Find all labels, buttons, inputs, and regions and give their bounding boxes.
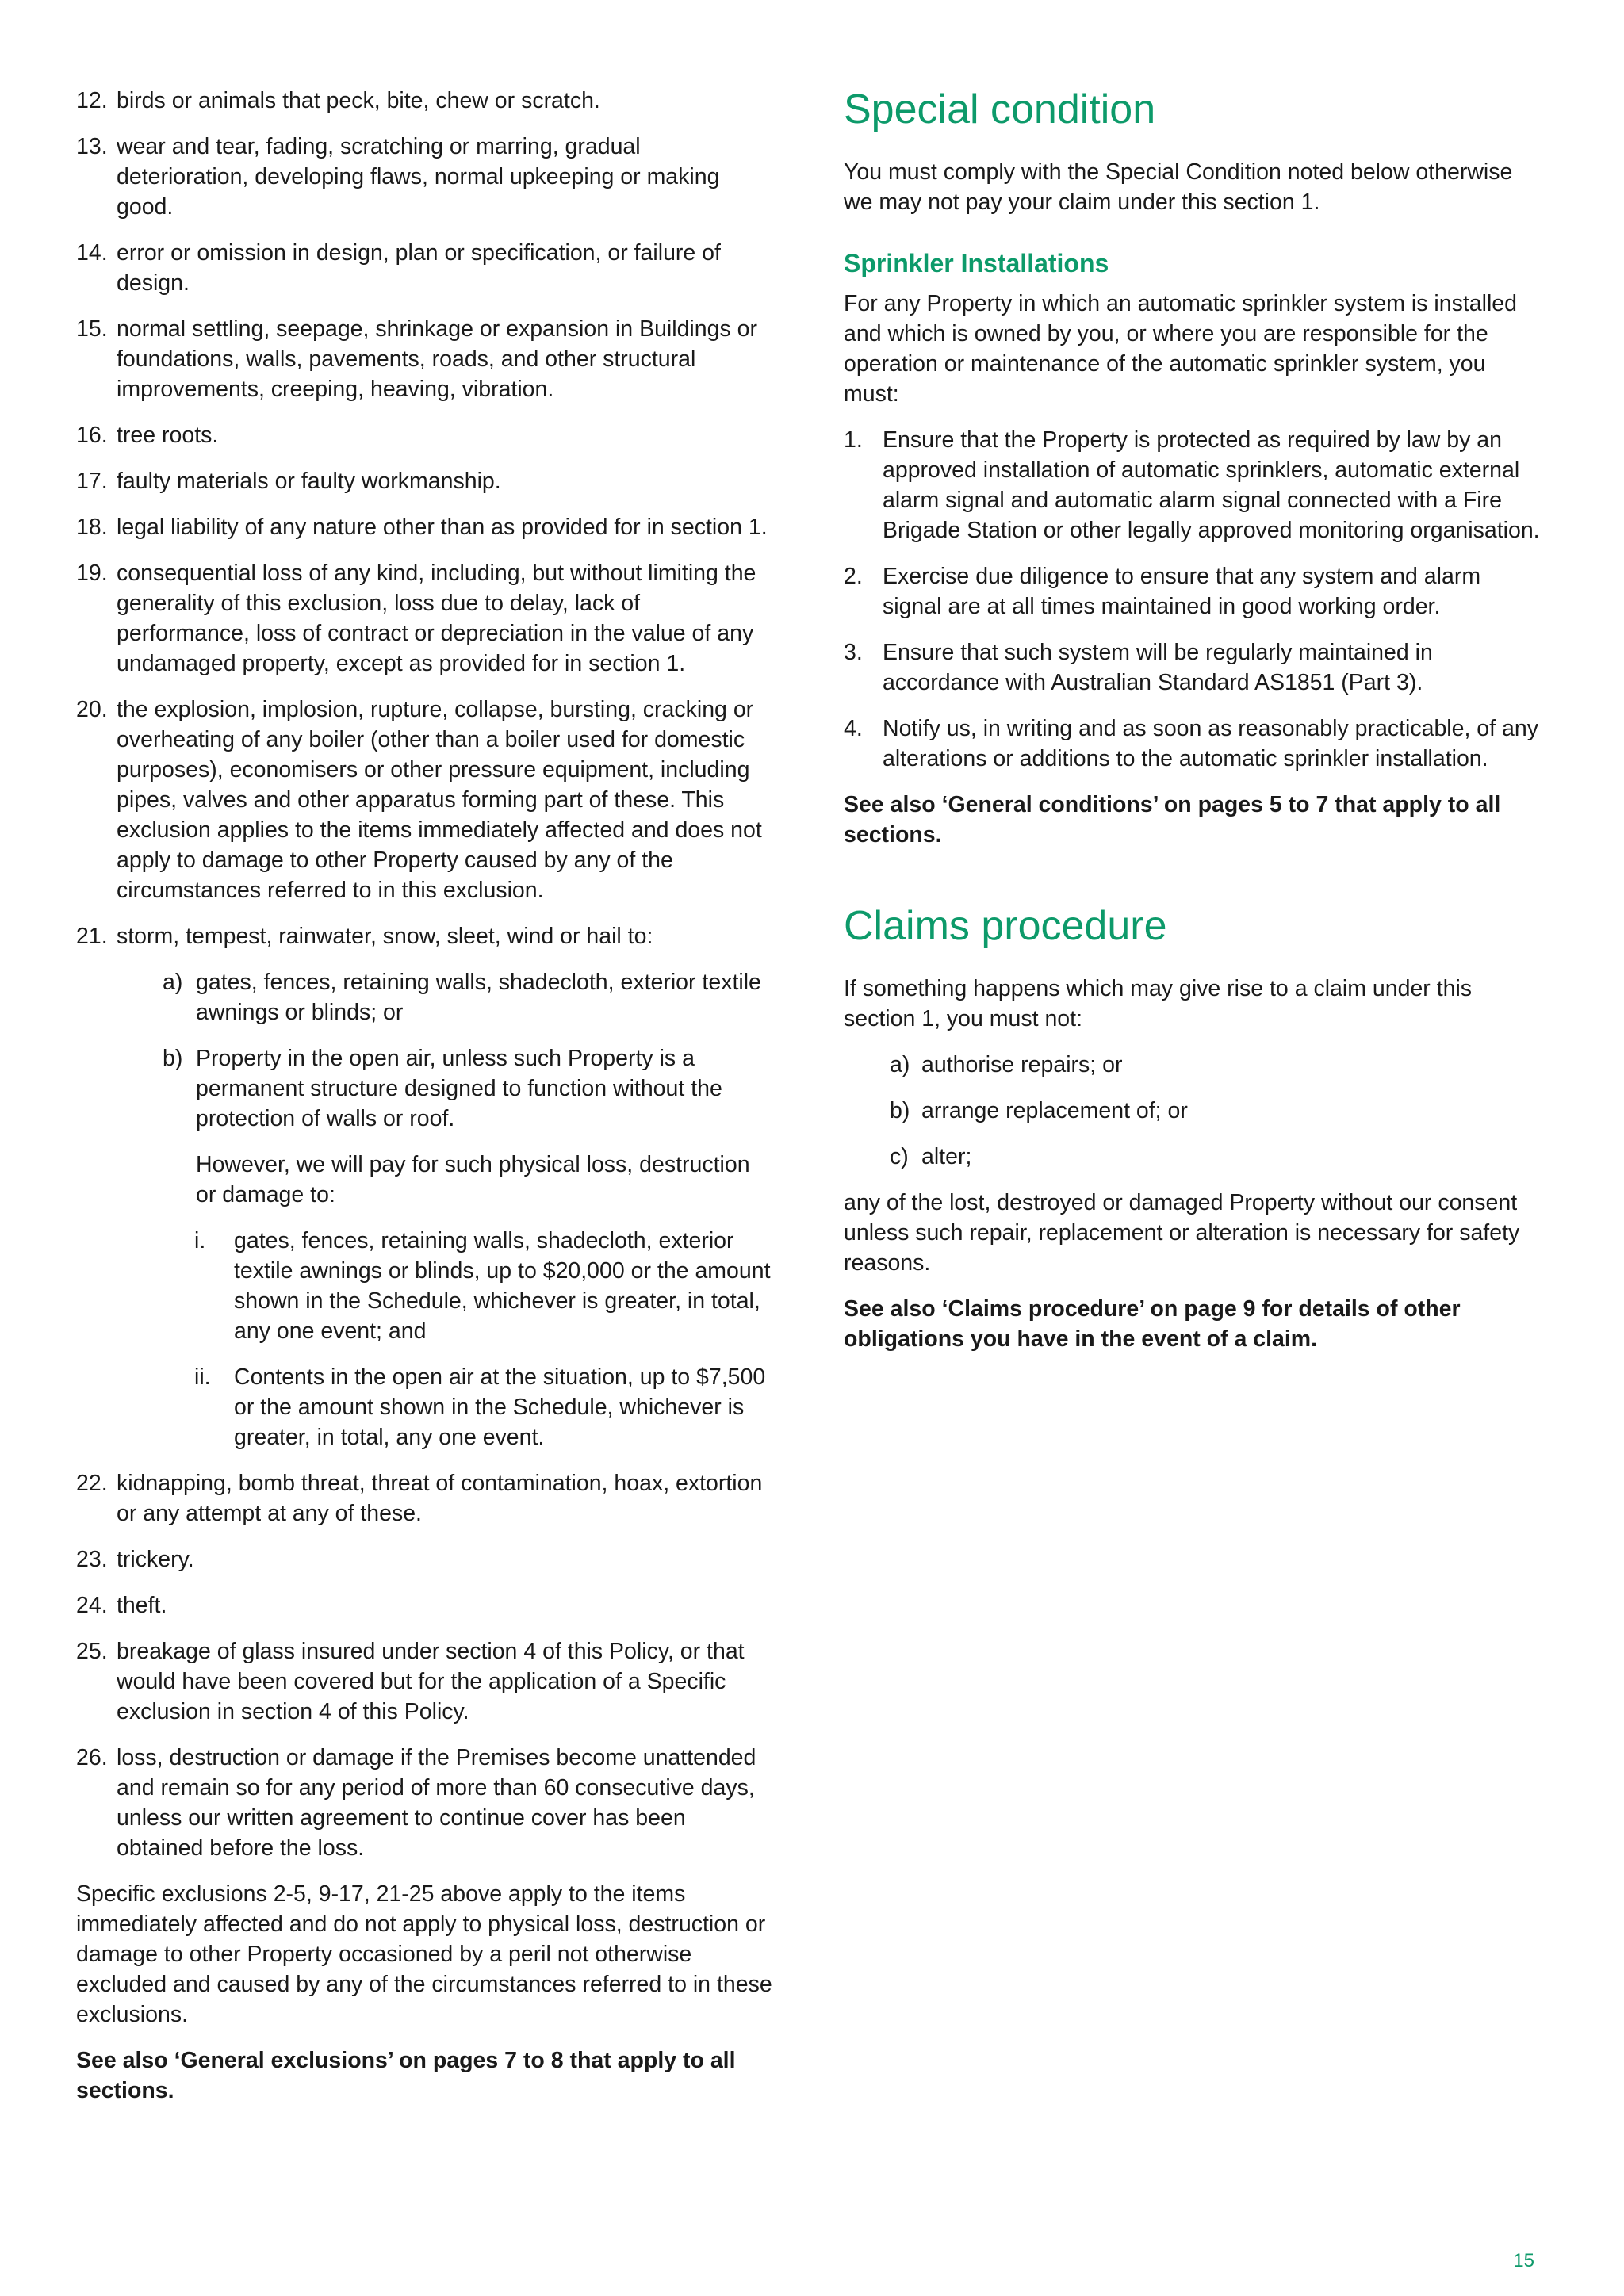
list-item: 20. the explosion, implosion, rupture, collapse, bursting, cracking or overheating of any boiler (other than a boiler used for domestic purposes), economisers or other pressure equipment, including pipes, valves and other apparatus forming part of these. This exclusion applies to the items immediately affected and does not apply to damage to other Property caused by any of the circumstances referred to in this exclusion.: [76, 697, 762, 903]
list-item: 4. Notify us, in writing and as soon as reasonably practicable, of any alterations or additions to the automatic sprinkler installation.: [844, 716, 1538, 771]
list-item: 24. theft.: [76, 1593, 167, 1618]
list-item: 17. faulty materials or faulty workmanship.: [76, 469, 501, 494]
special-condition-intro: You must comply with the Special Condition noted below otherwise we may not pay your claim under this section 1.: [844, 159, 1513, 215]
specific-exclusions-note: Specific exclusions 2-5, 9-17, 21-25 above apply to the items immediately affected and do not apply to physical loss, destruction or damage to other Property occasioned by a peril not otherwise excluded and caused by any of the circumstances referred to in these exclusions.: [76, 1881, 772, 2027]
sprinkler-requirements-list: [844, 425, 1542, 774]
claims-procedure-heading: Claims procedure: [844, 903, 1167, 949]
see-also-general-exclusions: See also ‘General exclusions’ on pages 7 to 8 that apply to all sections.: [76, 2048, 736, 2103]
list-item: 3. Ensure that such system will be regularly maintained in accordance with Australian Standard AS1851 (Part 3).: [844, 640, 1433, 695]
list-item: 14. error or omission in design, plan or specification, or failure of design.: [76, 240, 721, 296]
claims-intro: If something happens which may give rise to a claim under this section 1, you must not:: [844, 976, 1473, 1031]
claims-list: [844, 1050, 1542, 1172]
however-text: However, we will pay for such physical loss, destruction or damage to:: [196, 1152, 750, 1207]
sub-list-item: b) Property in the open air, unless such Property is a permanent structure designed to function without the protection of walls or roof.: [163, 1046, 722, 1131]
roman-list-item: i. gates, fences, retaining walls, shadecloth, exterior textile awnings or blinds, up to $20,000 or the amount shown in the Schedule, whichever is greater, in total, any one event; and: [194, 1228, 771, 1344]
see-also-claims-procedure: See also ‘Claims procedure’ on page 9 for details of other obligations you have in the event of a claim.: [844, 1296, 1461, 1352]
list-item: 22. kidnapping, bomb threat, threat of contamination, hoax, extortion or any attempt at any of these.: [76, 1471, 763, 1526]
list-item: 2. Exercise due diligence to ensure that any system and alarm signal are at all times maintained in good working order.: [844, 564, 1481, 619]
list-item: 25. breakage of glass insured under section 4 of this Policy, or that would have been covered but for the application of a Specific exclusion in section 4 of this Policy.: [76, 1639, 745, 1724]
roman-list-item: ii. Contents in the open air at the situation, up to $7,500 or the amount shown in the Schedule, whichever is greater, in total, any one event.: [194, 1364, 766, 1450]
list-item: 26. loss, destruction or damage if the Premises become unattended and remain so for any period of more than 60 consecutive days, unless our written agreement to continue cover has been obtained before the loss.: [76, 1745, 756, 1861]
list-item: 23. trickery.: [76, 1547, 194, 1572]
list-item: b) arrange replacement of; or: [890, 1098, 1188, 1123]
sub-list: [117, 967, 774, 1134]
list-item: 1. Ensure that the Property is protected as required by law by an approved installation of automatic sprinklers, automatic external alarm signal and automatic alarm signal connected with a Fire Brigade Station or other legally approved monitoring organisation.: [844, 427, 1540, 543]
claims-after-text: any of the lost, destroyed or damaged Property without our consent unless such repair, replacement or alteration is necessary for safety reasons.: [844, 1190, 1520, 1276]
list-item: 18. legal liability of any nature other than as provided for in section 1.: [76, 515, 768, 540]
list-item: 19. consequential loss of any kind, including, but without limiting the generality of this exclusion, loss due to delay, lack of performance, loss of contract or depreciation in the value of any undamaged property, except as provided for in section 1.: [76, 561, 756, 676]
sub-list-item: a) gates, fences, retaining walls, shadecloth, exterior textile awnings or blinds; or: [163, 970, 761, 1025]
list-item-21: 21. storm, tempest, rainwater, snow, sleet, wind or hail to: a) gates, fences, retaining walls, shadecloth, exterior textile awnings or blinds; or b) Property in the open air, unless such Property is a permanent structure designed to function without the protection of walls or roof. However, we will pay for such physical loss, destruction or damage to: i. gates, fences, retaining walls, shadecloth, exterior textile awnings or blinds, up to $20,000 or the amount shown in the Schedule, whichever is greater, in total, any one event; and ii. Contents in the open air at the situation, up to $7,500 or the amount shown in the Schedule, whichever is greater, in total, any one event.: [76, 921, 774, 1452]
sprinkler-intro: For any Property in which an automatic sprinkler system is installed and which is owned by you, or where you are responsible for the operation or maintenance of the automatic sprinkler system, you must:: [844, 291, 1518, 407]
sprinkler-installations-heading: Sprinkler Installations: [844, 249, 1109, 277]
see-also-general-conditions: See also ‘General conditions’ on pages 5 to 7 that apply to all sections.: [844, 792, 1501, 848]
page-number: 15: [1513, 2250, 1534, 2271]
roman-list: [117, 1226, 774, 1452]
special-condition-heading: Special condition: [844, 86, 1156, 132]
list-item: 16. tree roots.: [76, 423, 219, 448]
right-column: [844, 86, 1542, 1370]
left-column: [76, 86, 774, 2122]
list-item: 13. wear and tear, fading, scratching or marring, gradual deterioration, developing flaws, normal upkeeping or making good.: [76, 134, 720, 220]
list-item: 12. birds or animals that peck, bite, chew or scratch.: [76, 88, 600, 113]
list-item: 15. normal settling, seepage, shrinkage or expansion in Buildings or foundations, walls, pavements, roads, and other structural improvements, creeping, heaving, vibration.: [76, 316, 757, 402]
list-item: a) authorise repairs; or: [890, 1052, 1123, 1077]
list-item: c) alter;: [890, 1144, 972, 1169]
specific-exclusions-list: [76, 86, 774, 1863]
